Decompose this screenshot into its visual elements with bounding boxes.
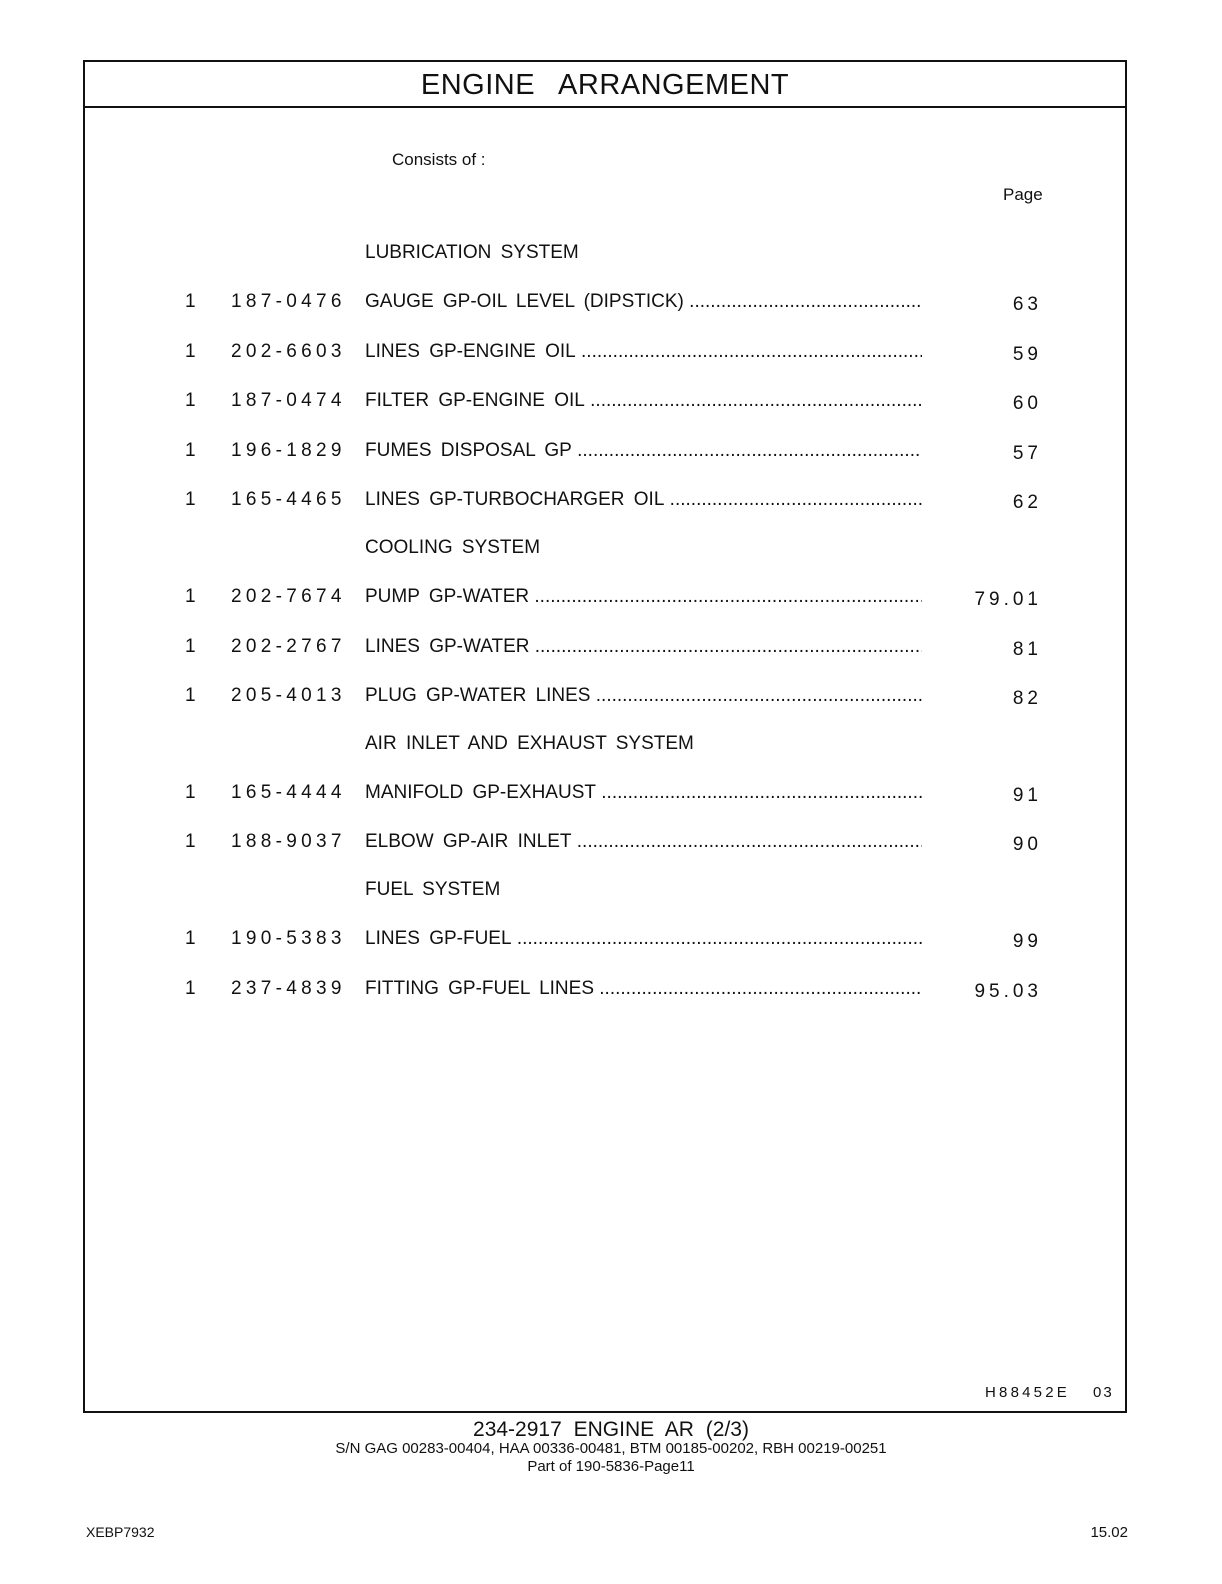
row-quantity: 1: [185, 390, 196, 411]
row-quantity: 1: [185, 685, 196, 706]
row-part-number: 187-0474: [231, 390, 346, 411]
row-description: LINES GP-WATER .....: [365, 636, 922, 658]
section-heading: AIR INLET AND EXHAUST SYSTEM: [365, 733, 694, 754]
row-description: MANIFOLD GP-EXHAUST .....: [365, 782, 922, 804]
row-description: FITTING GP-FUEL LINES .....: [365, 978, 922, 1000]
row-page-ref: 57: [1012, 443, 1042, 464]
row-part-number: 165-4465: [231, 489, 346, 510]
page-title: ENGINE ARRANGEMENT: [420, 69, 790, 101]
title-bar: [85, 62, 1125, 108]
parts-row: [0, 782, 1222, 810]
row-description: GAUGE GP-OIL LEVEL (DIPSTICK) .....: [365, 291, 922, 313]
row-quantity: 1: [185, 978, 196, 999]
section-heading: COOLING SYSTEM: [365, 537, 541, 558]
row-page-ref: 91: [1012, 785, 1042, 806]
row-quantity: 1: [185, 831, 196, 852]
row-page-ref: 95.03: [974, 981, 1042, 1002]
row-description: PUMP GP-WATER .....: [365, 586, 922, 608]
row-part-number: 202-2767: [231, 636, 346, 657]
row-description: LINES GP-FUEL .....: [365, 928, 922, 950]
row-quantity: 1: [185, 928, 196, 949]
row-quantity: 1: [185, 636, 196, 657]
row-description: FUMES DISPOSAL GP .....: [365, 440, 922, 462]
row-page-ref: 79.01: [974, 589, 1042, 610]
footer-part-of: Part of 190-5836-Page11: [527, 1458, 695, 1475]
row-page-ref: 81: [1012, 639, 1042, 660]
parts-row: [0, 586, 1222, 614]
parts-row: [0, 291, 1222, 319]
row-description: LINES GP-ENGINE OIL .....: [365, 341, 922, 363]
row-description: PLUG GP-WATER LINES .....: [365, 685, 922, 707]
row-page-ref: 99: [1012, 931, 1042, 952]
row-part-number: 202-6603: [231, 341, 346, 362]
row-part-number: 202-7674: [231, 586, 346, 607]
parts-row: [0, 636, 1222, 664]
row-part-number: 188-9037: [231, 831, 346, 852]
row-description: FILTER GP-ENGINE OIL .....: [365, 390, 922, 412]
row-page-ref: 90: [1012, 834, 1042, 855]
row-page-ref: 63: [1012, 294, 1042, 315]
parts-row: [0, 978, 1222, 1006]
parts-row: [0, 440, 1222, 468]
row-description: LINES GP-TURBOCHARGER OIL .....: [365, 489, 922, 511]
row-quantity: 1: [185, 440, 196, 461]
row-quantity: 1: [185, 291, 196, 312]
parts-row: [0, 341, 1222, 369]
illustration-code: H88452E: [985, 1384, 1070, 1401]
illustration-revision: 03: [1093, 1384, 1114, 1401]
footer-title: 234-2917 ENGINE AR (2/3): [473, 1418, 749, 1441]
row-description: ELBOW GP-AIR INLET .....: [365, 831, 922, 853]
row-quantity: 1: [185, 586, 196, 607]
row-page-ref: 82: [1012, 688, 1042, 709]
row-page-ref: 62: [1012, 492, 1042, 513]
section-heading: FUEL SYSTEM: [365, 879, 501, 900]
document-version: 15.02: [1090, 1524, 1128, 1541]
row-page-ref: 59: [1012, 344, 1042, 365]
row-page-ref: 60: [1012, 393, 1042, 414]
consists-of-label: Consists of :: [392, 150, 486, 169]
row-part-number: 187-0476: [231, 291, 346, 312]
row-quantity: 1: [185, 782, 196, 803]
row-quantity: 1: [185, 341, 196, 362]
section-heading: LUBRICATION SYSTEM: [365, 242, 579, 263]
document-id: XEBP7932: [86, 1524, 155, 1540]
row-part-number: 165-4444: [231, 782, 346, 803]
footer-serial-numbers: S/N GAG 00283-00404, HAA 00336-00481, BTM 00185-00202, RBH 00219-00251: [335, 1440, 887, 1457]
parts-row: [0, 928, 1222, 956]
row-part-number: 196-1829: [231, 440, 346, 461]
parts-row: [0, 390, 1222, 418]
row-part-number: 237-4839: [231, 978, 346, 999]
parts-row: [0, 685, 1222, 713]
parts-row: [0, 489, 1222, 517]
row-part-number: 205-4013: [231, 685, 346, 706]
row-quantity: 1: [185, 489, 196, 510]
page-column-header: Page: [1003, 185, 1043, 204]
parts-row: [0, 831, 1222, 859]
row-part-number: 190-5383: [231, 928, 346, 949]
